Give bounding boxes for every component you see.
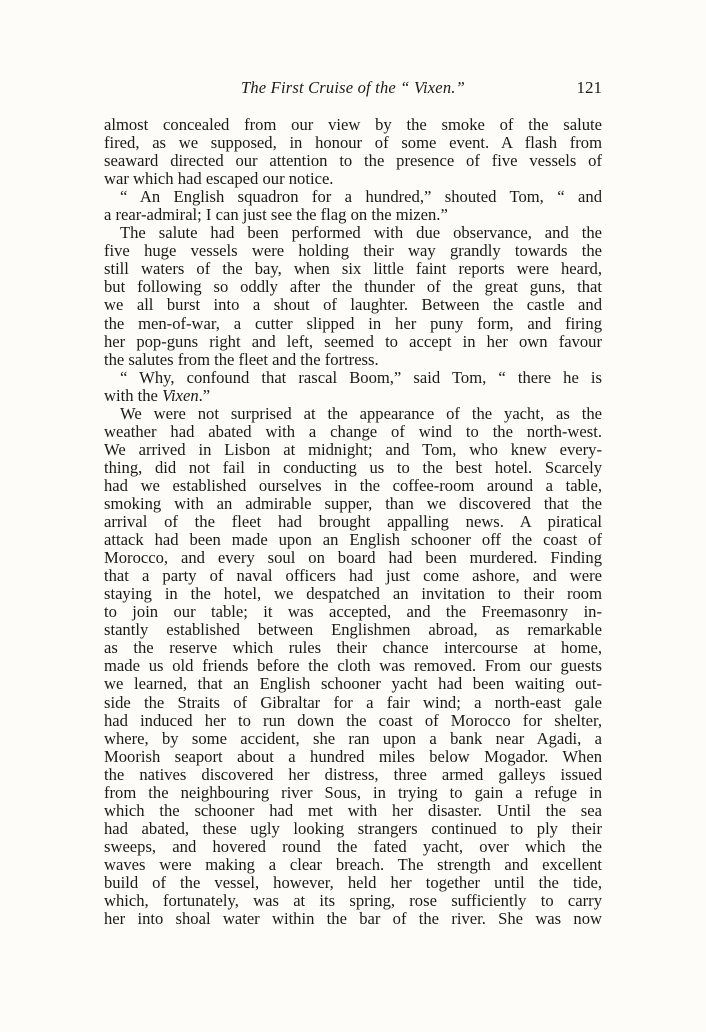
text-line: as the reserve which rules their chance intercourse at home, — [104, 638, 602, 658]
text-line: war which had escaped our notice. — [104, 169, 334, 189]
text-line: had we established ourselves in the coffee-room around a table, — [104, 475, 602, 495]
text-line: stantly established between Englishmen abroad, as remarkable — [104, 620, 602, 640]
text-line: “ An English squadron for a hundred,” shouted Tom, “ and — [120, 187, 602, 207]
text-line: thing, did not fail in conducting us to the best hotel. Scarcely — [104, 457, 602, 477]
text-line: her pop-guns right and left, seemed to accept in her own favour — [104, 331, 602, 351]
text-line: attack had been made upon an English schooner off the coast of — [104, 530, 602, 550]
text-line: we learned, that an English schooner yacht had been waiting out- — [104, 674, 602, 694]
running-title: The First Cruise of the “ Vixen.” — [240, 78, 465, 97]
text-line: which the schooner had met with her disaster. Until the sea — [104, 800, 602, 820]
text-line: had induced her to run down the coast of Morocco for shelter, — [104, 710, 602, 730]
text-line: staying in the hotel, we despatched an invitation to their room — [104, 584, 602, 604]
text-line: still waters of the bay, when six little faint reports were heard, — [104, 259, 602, 279]
text-line: arrival of the fleet had brought appalling news. A piratical — [104, 512, 602, 532]
text-line: we all burst into a shout of laughter. Between the castle and — [104, 295, 602, 315]
text-line: seaward directed our attention to the presence of five vessels of — [104, 151, 602, 171]
page-header — [104, 78, 602, 102]
text-line: The salute had been performed with due observance, and the — [120, 223, 602, 243]
text-line: side the Straits of Gibraltar for a fair wind; a north-east gale — [104, 692, 602, 712]
text-line: Morocco, and every soul on board had been murdered. Finding — [104, 548, 602, 568]
text-line: made us old friends before the cloth was removed. From our guests — [104, 656, 602, 676]
text-line: to join our table; it was accepted, and the Freemasonry in- — [104, 602, 602, 622]
text-line: the men-of-war, a cutter slipped in her puny form, and firing — [104, 313, 602, 333]
text-line: with the Vixen.” — [104, 385, 211, 405]
body-text — [104, 116, 602, 928]
text-line: her into shoal water within the bar of the river. She was now — [104, 909, 602, 929]
text-line: fired, as we supposed, in honour of some event. A flash from — [104, 133, 602, 153]
text-line: waves were making a clear breach. The strength and excellent — [104, 854, 602, 874]
text-line: We were not surprised at the appearance of the yacht, as the — [120, 403, 602, 423]
text-line: a rear-admiral; I can just see the flag on the mizen.” — [104, 205, 448, 225]
text-line: We arrived in Lisbon at midnight; and Tom, who knew every- — [104, 439, 602, 459]
text-line: the salutes from the fleet and the fortress. — [104, 349, 379, 369]
text-line: weather had abated with a change of wind to the north-west. — [104, 421, 602, 441]
text-line: but following so oddly after the thunder of the great guns, that — [104, 277, 602, 297]
text-line: Moorish seaport about a hundred miles below Mogador. When — [104, 746, 602, 766]
text-line: from the neighbouring river Sous, in trying to gain a refuge in — [104, 782, 602, 802]
text-line: almost concealed from our view by the smoke of the salute — [104, 115, 602, 134]
text-line: sweeps, and hovered round the fated yacht, over which the — [104, 836, 602, 856]
text-line: build of the vessel, however, held her together until the tide, — [104, 872, 602, 892]
text-line: smoking with an admirable supper, than we discovered that the — [104, 493, 602, 513]
text-line: “ Why, confound that rascal Boom,” said Tom, “ there he is — [120, 367, 602, 387]
text-line: which, fortunately, was at its spring, rose sufficiently to carry — [104, 891, 602, 911]
text-line: where, by some accident, she ran upon a bank near Agadi, a — [104, 728, 602, 748]
text-line: had abated, these ugly looking strangers continued to ply their — [104, 818, 602, 838]
text-line: the natives discovered her distress, three armed galleys issued — [104, 764, 602, 784]
text-line: that a party of naval officers had just come ashore, and were — [104, 566, 602, 586]
text-line: five huge vessels were holding their way grandly towards the — [104, 241, 602, 261]
page-number: 121 — [576, 78, 602, 97]
